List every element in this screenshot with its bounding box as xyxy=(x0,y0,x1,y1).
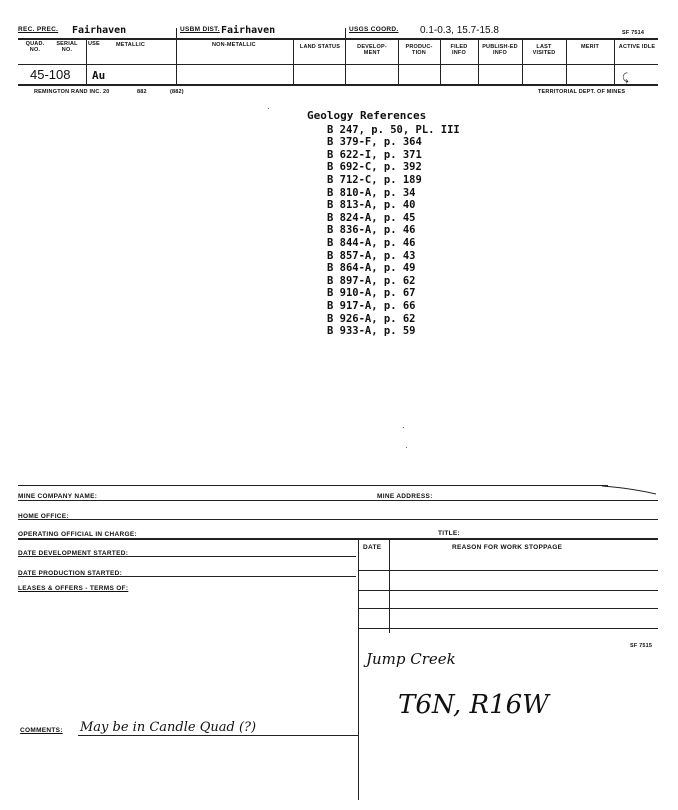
handwritten-location: Jump Creek xyxy=(366,650,456,668)
mine-company-label: MINE COMPANY NAME: xyxy=(18,493,98,500)
reference-item: B 247, p. 50, PL. III xyxy=(327,123,460,136)
col-last-visited: LAST VISITED xyxy=(532,44,556,56)
col-serial: SERIAL NO. xyxy=(56,41,78,53)
handwritten-township: T6N, R16W xyxy=(398,690,549,720)
col-development: DEVELOP-MENT xyxy=(357,44,387,56)
leases-label: LEASES & OFFERS - TERMS OF: xyxy=(18,585,129,592)
speck: · xyxy=(267,104,270,113)
comments-value: May be in Candle Quad (?) xyxy=(80,720,257,735)
reference-item: B 836-A, p. 46 xyxy=(327,224,416,237)
corner-curve xyxy=(600,478,658,498)
quad-serial-value: 45-108 xyxy=(30,67,71,82)
col-metallic: METALLIC xyxy=(116,42,145,48)
checkmark-icon: ⤹ xyxy=(622,72,629,84)
form-number: SF 7514 xyxy=(622,30,645,36)
mine-address-label: MINE ADDRESS: xyxy=(377,493,433,500)
reference-item: B 857-A, p. 43 xyxy=(327,249,416,262)
reference-item: B 897-A, p. 62 xyxy=(327,274,416,287)
usgs-value: 0.1-0.3, 15.7-15.8 xyxy=(420,25,499,36)
col-active-idle: ACTIVE IDLE xyxy=(618,44,656,50)
date-production-label: DATE PRODUCTION STARTED: xyxy=(18,570,123,577)
date-column-header: DATE xyxy=(363,544,382,551)
col-production: PRODUC-TION xyxy=(405,44,433,56)
reference-item: B 622-I, p. 371 xyxy=(327,148,422,161)
department-name: TERRITORIAL DEPT. OF MINES xyxy=(538,89,626,95)
operating-official-label: OPERATING OFFICIAL IN CHARGE: xyxy=(18,531,137,538)
form-code-1: 882 xyxy=(137,89,147,95)
col-land-status: LAND STATUS xyxy=(299,44,341,50)
usgs-label: USGS COORD. xyxy=(349,26,399,33)
reference-item: B 844-A, p. 46 xyxy=(327,236,416,249)
reference-item: B 824-A, p. 45 xyxy=(327,211,416,224)
reference-item: B 933-A, p. 59 xyxy=(327,325,416,338)
reference-item: B 712-C, p. 189 xyxy=(327,173,422,186)
comments-label: COMMENTS: xyxy=(20,727,63,734)
col-use: USE xyxy=(88,41,100,47)
col-quad: QUAD. NO. xyxy=(25,41,45,53)
reference-item: B 379-F, p. 364 xyxy=(327,136,422,149)
title-label: TITLE: xyxy=(438,530,461,537)
reference-item: B 910-A, p. 67 xyxy=(327,287,416,300)
reference-item: B 864-A, p. 49 xyxy=(327,262,416,275)
form-number-2: SF 7515 xyxy=(630,643,653,649)
speck: · xyxy=(402,423,405,432)
form-code-2: (882) xyxy=(170,89,184,95)
col-published-info: PUBLISH-ED INFO xyxy=(482,44,518,56)
reference-item: B 692-C, p. 392 xyxy=(327,161,422,174)
date-development-label: DATE DEVELOPMENT STARTED: xyxy=(18,550,129,557)
references-title: Geology References xyxy=(307,109,427,122)
col-filed-info: FILED INFO xyxy=(450,44,468,56)
reference-item: B 926-A, p. 62 xyxy=(327,312,416,325)
metallic-value: Au xyxy=(92,69,106,82)
printer-credit: REMINGTON RAND INC. 20 xyxy=(34,89,110,95)
reference-item: B 810-A, p. 34 xyxy=(327,186,416,199)
home-office-label: HOME OFFICE: xyxy=(18,513,69,520)
rec-prec-value: Fairhaven xyxy=(72,25,127,36)
reference-item: B 917-A, p. 66 xyxy=(327,299,416,312)
col-merit: MERIT xyxy=(580,44,600,50)
geology-references xyxy=(307,110,460,338)
usbm-label: USBM DIST. xyxy=(180,26,220,33)
speck: · xyxy=(405,443,408,452)
reason-column-header: REASON FOR WORK STOPPAGE xyxy=(452,544,563,551)
references-list xyxy=(307,124,460,338)
usbm-value: Fairhaven xyxy=(221,25,276,36)
col-nonmetallic: NON-METALLIC xyxy=(212,42,256,48)
rec-prec-label: REC. PREC. xyxy=(18,26,59,33)
reference-item: B 813-A, p. 40 xyxy=(327,199,416,212)
